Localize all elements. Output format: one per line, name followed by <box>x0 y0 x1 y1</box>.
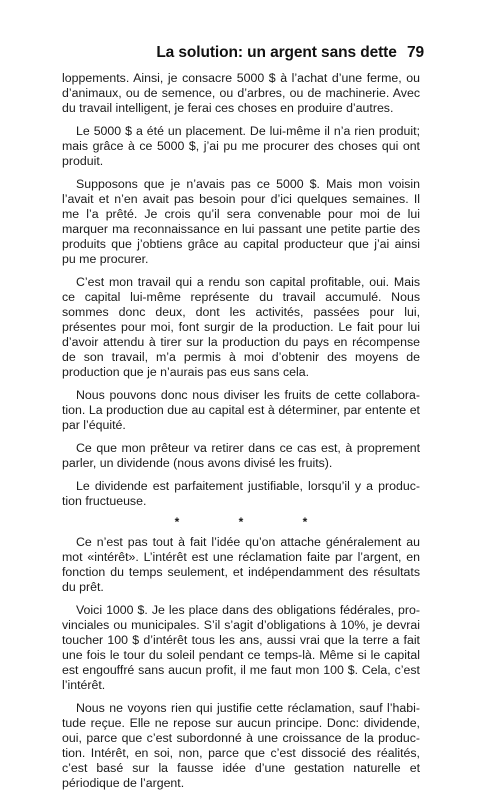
paragraph: Nous ne voyons rien qui justifie cette réclamation, sauf l’habitude reçue. Elle ne repose sur aucun principe. Donc: dividende, oui, parce que c’est subordonné à une croissance de la production. Intérêt, en soi, non, parce que c’est dissocié des réalités, c’est basé sur la fausse idée d’une gestation naturelle et périodique de l’argent. <box>62 700 420 791</box>
paragraph: Supposons que je n’avais pas ce 5000 $. Mais mon voisin l’avait et n’en avait pas besoin pour d’ici quelques semaines. Il me l’a prêté. Je crois qu’il sera convenable pour moi de lui marquer ma reconnaissance en lui passant une petite partie des produits que j’obtiens grâce au capital producteur que j’ai ainsi pu me procurer. <box>62 176 420 267</box>
paragraph: Le dividende est parfaitement justifiable, lorsqu’il y a production fructueuse. <box>62 478 420 508</box>
page-number: 79 <box>406 44 424 61</box>
paragraph-continued: loppements. Ainsi, je consacre 5000 $ à l’achat d’une ferme, ou d’animaux, ou de semence, ou d’arbres, ou de machinerie. Avec du travail intelligent, je ferai ces choses en produire d’autres. <box>62 71 420 116</box>
chapter-title: La solution: un argent sans dette <box>156 44 397 61</box>
running-head <box>62 44 424 62</box>
section-separator: * * * <box>174 514 336 529</box>
paragraph: Voici 1000 $. Je les place dans des obligations fédérales, provinciales ou municipales. S’il s’agit d’obligations à 10%, je devrai toucher 100 $ d’intérêt tous les ans, aussi vrai que la terre a fait une fois le tour du soleil pendant ce temps-là. Même si le capital est engouffré sans aucun profit, il me faut mon 100 $. Cela, c’est l’intérêt. <box>62 602 420 693</box>
paragraph: C’est mon travail qui a rendu son capital profitable, oui. Mais ce capital lui-même représente du travail accumulé. Nous sommes donc deux, dont les activités, passées pour lui, présentes pour moi, font surgir de la production. Le fait pour lui d’avoir attendu à tirer sur la production du pays en récompense de son travail, m’a permis à moi d’obtenir des moyens de production que je n’aurais pas eus sans cela. <box>62 274 420 380</box>
paragraph: Ce n’est pas tout à fait l’idée qu’on attache généralement au mot «intérêt». L’intérêt est une réclamation faite par l’argent, en fonction du temps seulement, et indépendamment des résultats du prêt. <box>62 534 420 594</box>
body-text <box>62 71 420 799</box>
paragraph: Nous pouvons donc nous diviser les fruits de cette collaboration. La production due au capital est à déterminer, par entente et par l’équité. <box>62 388 420 433</box>
paragraph: Le 5000 $ a été un placement. De lui-même il n’a rien produit; mais grâce à ce 5000 $, j’ai pu me procurer des choses qui ont produit. <box>62 123 420 169</box>
paragraph: Ce que mon prêteur va retirer dans ce cas est, à proprement parler, un dividende (nous avons divisé les fruits). <box>62 441 420 471</box>
